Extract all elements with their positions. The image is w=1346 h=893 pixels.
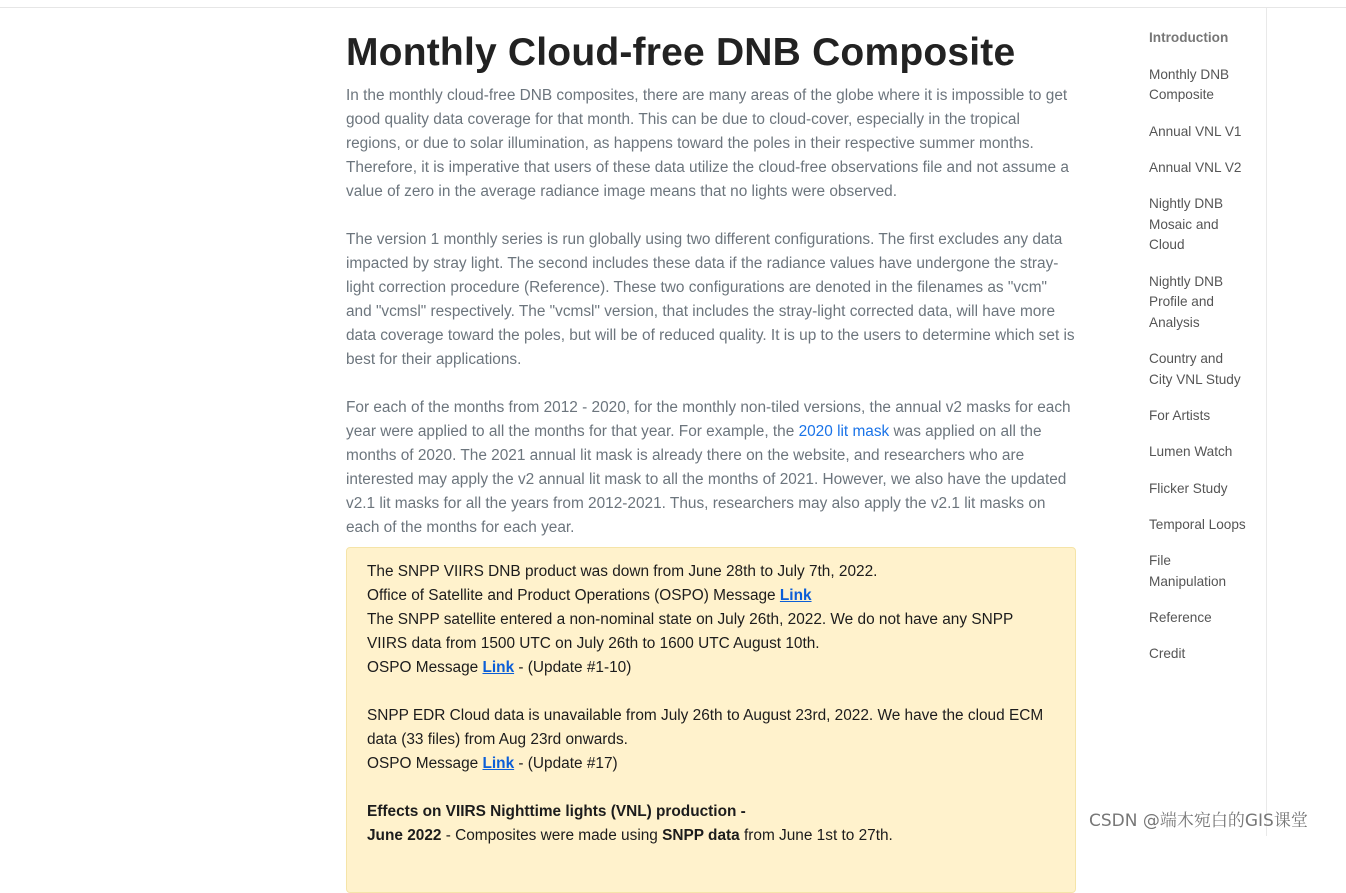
alert-line-nonnominal: The SNPP satellite entered a non-nominal state on July 26th, 2022. We do not have any SNPP VIIRS data from 1500 UTC on July 26th to 1600 UTC August 10th. <box>367 611 1013 652</box>
alert-june-line: June 2022 - Composites were made using SNPP data from June 1st to 27th. <box>367 827 893 844</box>
main-content <box>346 28 1076 844</box>
notice-alert <box>346 547 1076 893</box>
ospo-link-2[interactable]: Link <box>482 659 515 676</box>
toc-item-introduction[interactable]: Introduction <box>1149 30 1229 45</box>
paragraph-cloud-free: In the monthly cloud-free DNB composites, there are many areas of the globe where it is impossible to get good quality data coverage for that month. This can be due to cloud-cover, especially in the tropical regions, or due to solar illumination, as happens toward the poles in their respective summer months. Therefore, it is imperative that users of these data utilize the cloud-free observations file and not assume a value of zero in the average radiance image means that no lights were observed. <box>346 87 1069 200</box>
toc-item-lumen-watch[interactable]: Lumen Watch <box>1149 444 1233 460</box>
toc-item-nightly-profile[interactable]: Nightly DNB Profile and Analysis <box>1149 273 1224 331</box>
lit-mask-2020-link[interactable]: 2020 lit mask <box>798 423 890 440</box>
paragraph-masks-text-b: was applied on all the months of 2020. The 2021 annual lit mask is already there on the website, and researchers who are interested may apply the v2 annual lit mask to all the months of 2021. However, we also have the updated v2.1 lit masks for all the years from 2012-2021. Thus, researchers may also apply the v2.1 lit masks on each of the months for each year. <box>346 423 1067 536</box>
ospo-link-1[interactable]: Link <box>779 587 812 604</box>
table-of-contents <box>1149 28 1249 680</box>
alert-gap-2 <box>367 776 1055 800</box>
alert-line-ospo <box>367 584 1055 608</box>
toc-item-temporal-loops[interactable]: Temporal Loops <box>1149 516 1246 532</box>
toc-item-flicker-study[interactable]: Flicker Study <box>1149 480 1228 496</box>
toc-item-nightly-mosaic[interactable]: Nightly DNB Mosaic and Cloud <box>1149 196 1224 253</box>
top-bar <box>0 0 1346 8</box>
alert-line-ospo-3 <box>367 752 1055 776</box>
toc-item-reference[interactable]: Reference <box>1149 609 1212 625</box>
watermark: CSDN @端木宛白的GIS课堂 <box>1089 811 1308 831</box>
alert-gap <box>367 680 1055 704</box>
toc-item-annual-vnl-v1[interactable]: Annual VNL V1 <box>1149 123 1242 139</box>
sidebar-divider <box>1266 8 1267 836</box>
alert-update-1: - (Update #1-10) <box>514 659 632 676</box>
alert-line-cloud: SNPP EDR Cloud data is unavailable from July 26th to August 23rd, 2022. We have the cloud ECM data (33 files) from Aug 23rd onwards. <box>367 707 1044 748</box>
paragraph-masks <box>346 396 1076 540</box>
alert-line-ospo-2 <box>367 656 1055 680</box>
toc-item-monthly-dnb[interactable]: Monthly DNB Composite <box>1149 66 1230 103</box>
toc-item-file-manipulation[interactable]: File Manipulation <box>1149 552 1227 589</box>
toc-item-credit[interactable]: Credit <box>1149 646 1186 662</box>
toc-item-for-artists[interactable]: For Artists <box>1149 408 1211 424</box>
toc-item-annual-vnl-v2[interactable]: Annual VNL V2 <box>1149 159 1242 175</box>
alert-effects-heading: Effects on VIIRS Nighttime lights (VNL) production - <box>367 803 746 820</box>
ospo-link-3[interactable]: Link <box>482 755 515 772</box>
alert-update-2: - (Update #17) <box>514 755 618 772</box>
paragraph-masks-text-a: For each of the months from 2012 - 2020, for the monthly non-tiled versions, the annual v2 masks for each year were applied to all the months for that year. For example, the <box>346 399 1071 440</box>
alert-ospo-prefix-2: OSPO Message <box>367 755 483 772</box>
page-title: Monthly Cloud-free DNB Composite <box>346 31 1016 74</box>
paragraph-version1: The version 1 monthly series is run globally using two different configurations. The first excludes any data impacted by stray light. The second includes these data if the radiance values have undergone the stray-light correction procedure (Reference). These two configurations are denoted in the filenames as "vcm" and "vcmsl" respectively. The "vcmsl" version, that includes the stray-light corrected data, will have more data coverage toward the poles, but will be of reduced quality. It is up to the users to determine which set is best for their applications. <box>346 231 1075 368</box>
alert-ospo-prefix: OSPO Message <box>367 659 483 676</box>
alert-line-down: The SNPP VIIRS DNB product was down from June 28th to July 7th, 2022. <box>367 563 878 580</box>
alert-ospo-text: Office of Satellite and Product Operations (OSPO) Message <box>367 587 780 604</box>
toc-item-country-city[interactable]: Country and City VNL Study <box>1149 351 1241 387</box>
